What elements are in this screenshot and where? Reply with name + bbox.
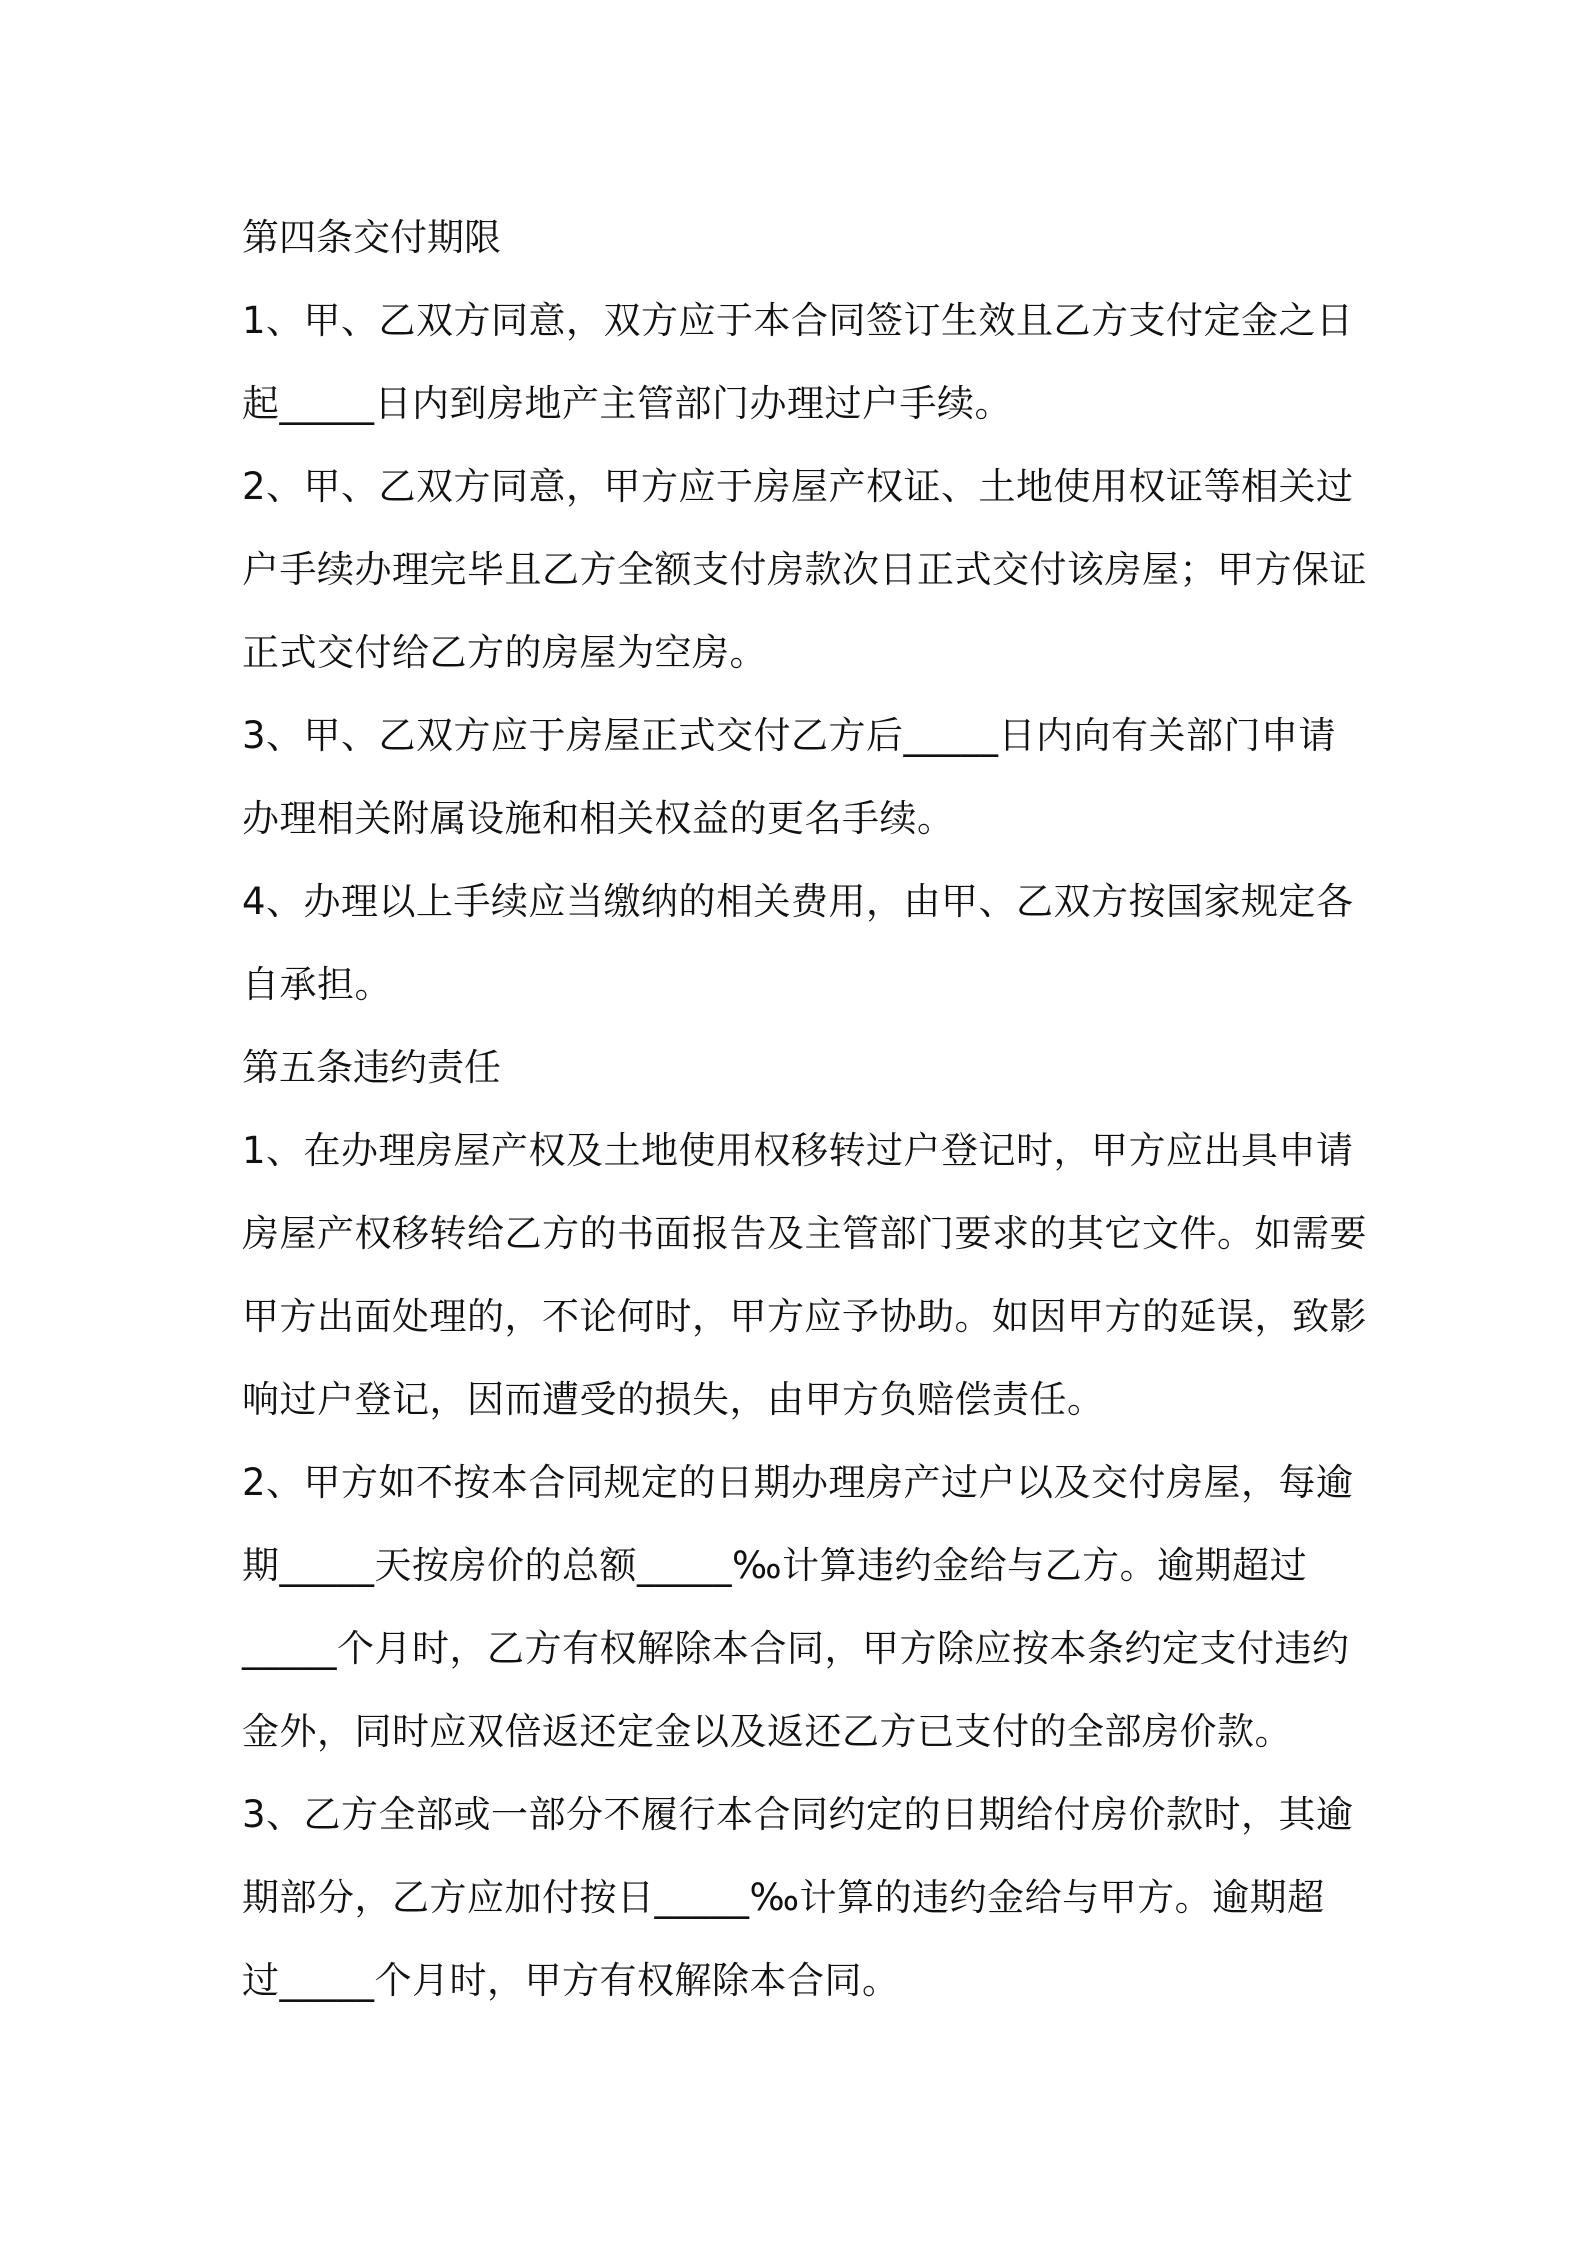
paragraph-line: 1、在办理房屋产权及土地使用权移转过户登记时，甲方应出具申请 <box>242 1129 1354 1172</box>
paragraph-line: 响过户登记，因而遭受的损失，由甲方负赔偿责任。 <box>242 1378 1105 1421</box>
section-title-delivery: 第四条交付期限 <box>242 216 501 259</box>
paragraph-line: 2、甲方如不按本合同规定的日期办理房产过户以及交付房屋，每逾 <box>242 1461 1354 1504</box>
paragraph-line: 办理相关附属设施和相关权益的更名手续。 <box>242 797 955 840</box>
paragraph-line: _____个月时，乙方有权解除本合同，甲方除应按本条约定支付违约 <box>242 1627 1350 1670</box>
section-title-liability: 第五条违约责任 <box>242 1046 501 1089</box>
document-body <box>242 196 1367 2022</box>
paragraph-line: 4、办理以上手续应当缴纳的相关费用，由甲、乙双方按国家规定各 <box>242 880 1354 923</box>
paragraph-line: 3、甲、乙双方应于房屋正式交付乙方后_____日内向有关部门申请 <box>242 714 1337 757</box>
paragraph-line: 金外，同时应双倍返还定金以及返还乙方已支付的全部房价款。 <box>242 1710 1292 1753</box>
paragraph-line: 1、甲、乙双方同意，双方应于本合同签订生效且乙方支付定金之日 <box>242 299 1354 342</box>
paragraph-line: 自承担。 <box>242 963 392 1006</box>
paragraph-line: 3、乙方全部或一部分不履行本合同约定的日期给付房价款时，其逾 <box>242 1793 1354 1836</box>
paragraph-line: 期部分，乙方应加付按日_____‰计算的违约金给与甲方。逾期超 <box>242 1876 1325 1919</box>
paragraph-line: 甲方出面处理的，不论何时，甲方应予协助。如因甲方的延误，致影 <box>242 1295 1367 1338</box>
paragraph-line: 房屋产权移转给乙方的书面报告及主管部门要求的其它文件。如需要 <box>242 1212 1367 1255</box>
paragraph-line: 过_____个月时，甲方有权解除本合同。 <box>242 1959 900 2002</box>
paragraph-line: 正式交付给乙方的房屋为空房。 <box>242 631 767 674</box>
paragraph-line: 期_____天按房价的总额_____‰计算违约金给与乙方。逾期超过 <box>242 1544 1308 1587</box>
paragraph-line: 起_____日内到房地产主管部门办理过户手续。 <box>242 382 1012 425</box>
paragraph-line: 2、甲、乙双方同意，甲方应于房屋产权证、土地使用权证等相关过 <box>242 465 1354 508</box>
paragraph-line: 户手续办理完毕且乙方全额支付房款次日正式交付该房屋；甲方保证 <box>242 548 1367 591</box>
